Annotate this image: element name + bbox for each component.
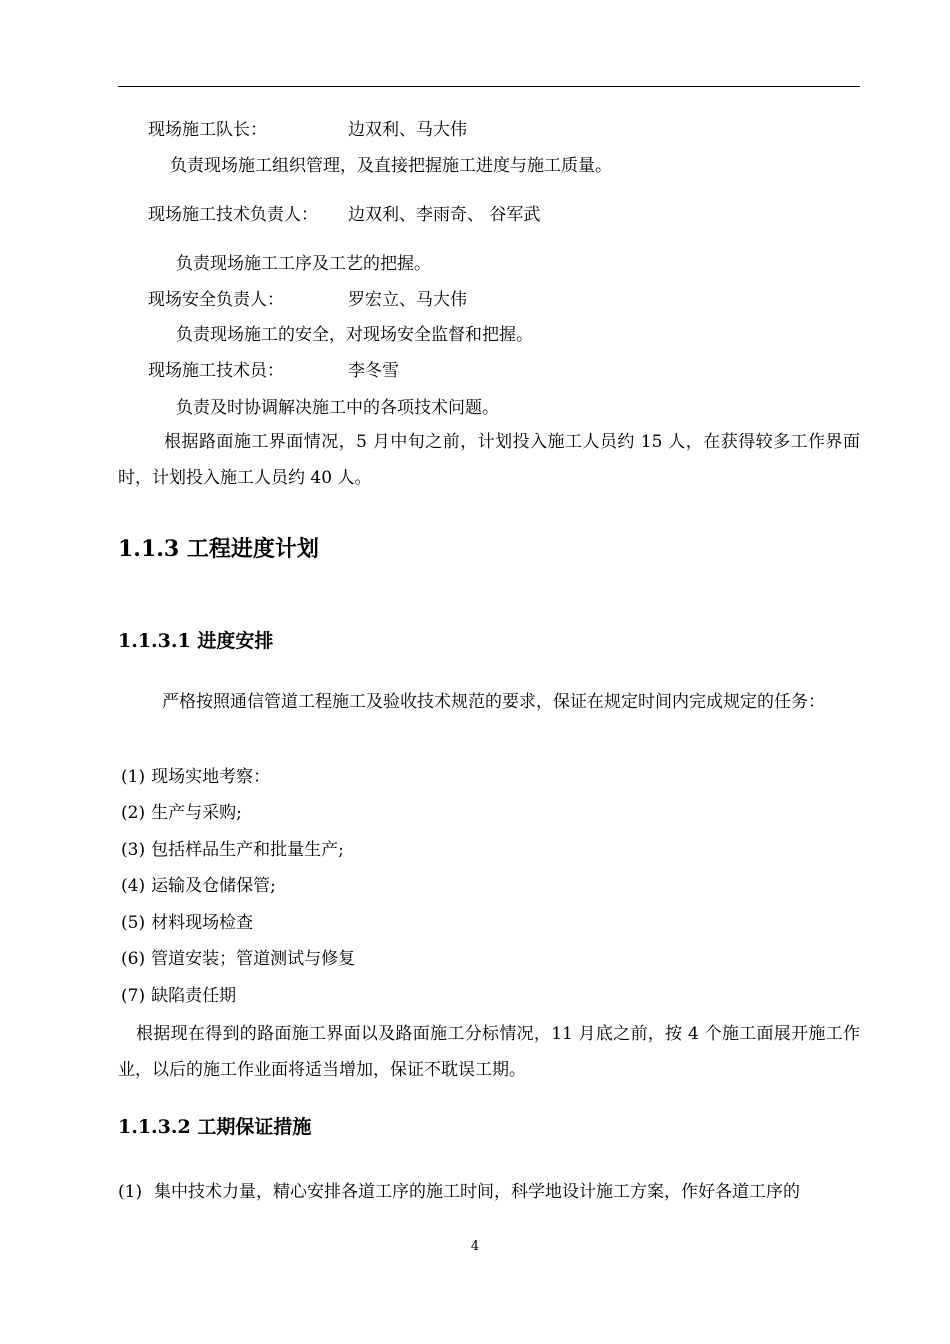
header-rule — [118, 86, 860, 87]
role-label: 现场施工技术负责人： — [148, 205, 318, 225]
role-duty: 负责现场施工的安全，对现场安全监督和把握。 — [176, 325, 533, 345]
list-item-text: 缺陷责任期 — [151, 986, 237, 1006]
role-names: 罗宏立、马大伟 — [348, 290, 467, 310]
list-item — [121, 984, 236, 1008]
schedule-conclusion: 根据现在得到的路面施工界面以及路面施工分标情况，11 月底之前，按 4 个施工面展开施工作业，以后的施工作业面将适当增加，保证不耽误工期。 — [118, 1024, 860, 1080]
list-item-text: 包括样品生产和批量生产; — [151, 840, 344, 860]
role-label: 现场安全负责人： — [148, 290, 284, 310]
subsection-heading: 1.1.3.1 进度安排 — [118, 630, 274, 652]
role-duty: 负责及时协调解决施工中的各项技术问题。 — [176, 398, 499, 418]
list-item-number: (6) — [121, 949, 146, 969]
list-item-number: (1) — [121, 767, 146, 787]
list-item-number: (7) — [121, 986, 146, 1006]
list-item-number: (2) — [121, 803, 146, 823]
subsection-heading: 1.1.3.2 工期保证措施 — [118, 1116, 312, 1138]
list-item-number: (3) — [121, 840, 146, 860]
list-item-number: (4) — [121, 876, 146, 896]
list-item-text: 运输及仓储保管; — [151, 876, 276, 896]
role-label: 现场施工队长： — [148, 120, 267, 140]
role-names: 边双利、李雨奇、 谷军武 — [348, 205, 541, 225]
schedule-intro: 严格按照通信管道工程施工及验收技术规范的要求，保证在规定时间内完成规定的任务： — [162, 692, 825, 712]
list-item — [121, 947, 355, 971]
list-item-text: 现场实地考察： — [151, 767, 271, 787]
list-item — [121, 801, 242, 825]
list-item-text: 管道安装；管道测试与修复 — [151, 949, 356, 969]
measure-item-text: 集中技术力量，精心安排各道工序的施工时间，科学地设计施工方案，作好各道工序的 — [154, 1182, 800, 1202]
list-item — [121, 874, 276, 898]
list-item — [121, 765, 270, 789]
role-names: 边双利、马大伟 — [348, 120, 467, 140]
role-duty: 负责现场施工工序及工艺的把握。 — [176, 254, 431, 274]
page-number: 4 — [470, 1239, 480, 1254]
manpower-paragraph: 根据路面施工界面情况，5 月中旬之前，计划投入施工人员约 15 人，在获得较多工作界面时，计划投入施工人员约 40 人。 — [118, 432, 860, 488]
list-item-number: (5) — [121, 913, 146, 933]
list-item — [121, 911, 253, 935]
section-heading: 1.1.3 工程进度计划 — [118, 536, 319, 562]
measure-item-number: (1) — [118, 1182, 143, 1202]
role-duty: 负责现场施工组织管理，及直接把握施工进度与施工质量。 — [170, 156, 612, 176]
list-item-text: 生产与采购; — [151, 803, 242, 823]
list-item — [121, 838, 344, 862]
role-label: 现场施工技术员： — [148, 361, 284, 381]
role-names: 李冬雪 — [348, 361, 399, 381]
measure-item — [118, 1180, 800, 1204]
list-item-text: 材料现场检查 — [151, 913, 254, 933]
